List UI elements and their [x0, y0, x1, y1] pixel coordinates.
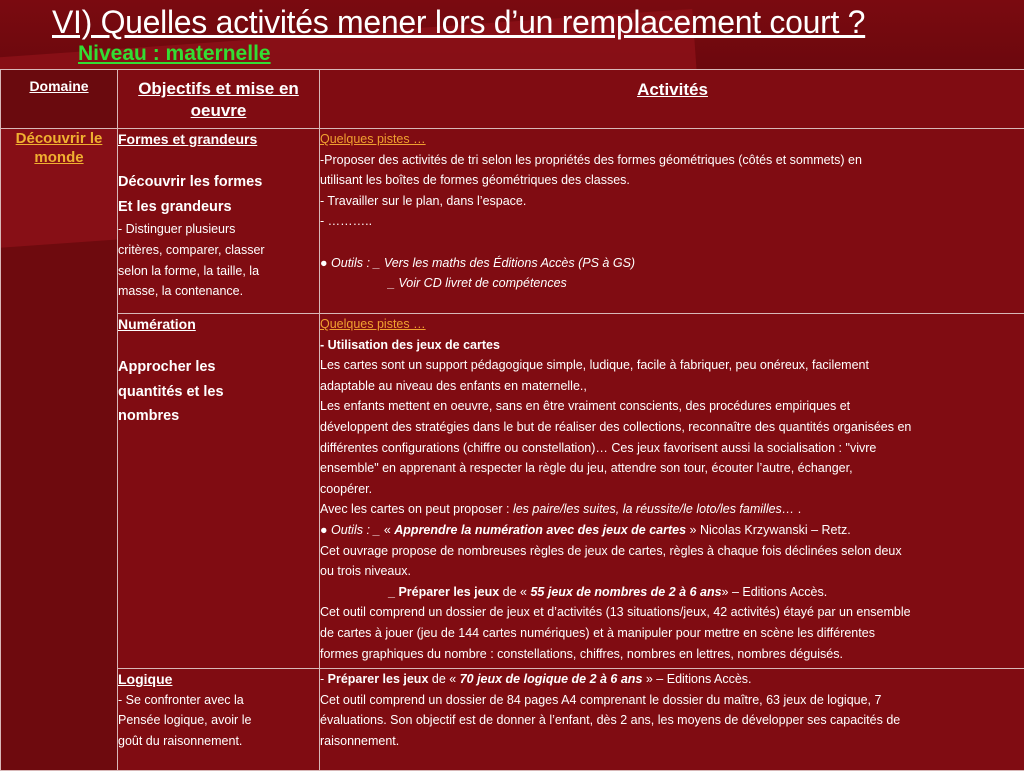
- obj-title-numeration: Numération: [118, 314, 319, 335]
- header-objectifs: [118, 70, 320, 129]
- header-activites-label: Activités: [320, 80, 1024, 100]
- act-tools-formes-1: ● Outils : _ Vers les maths des Éditions Accès (PS à GS): [320, 253, 1024, 274]
- obj-title-formes: Formes et grandeurs: [118, 129, 319, 150]
- act-tools-formes-2: _ Voir CD livret de compétences: [320, 273, 1024, 294]
- act-line: - ………..: [320, 211, 1024, 232]
- pistes-link-formes[interactable]: Quelques pistes …: [320, 129, 1024, 150]
- quote-open: «: [384, 523, 394, 537]
- act-line: adaptable au niveau des enfants en maternelle.,: [320, 376, 1024, 397]
- act-heading-numeration: - Utilisation des jeux de cartes: [320, 335, 1024, 356]
- act-line: - Travailler sur le plan, dans l’espace.: [320, 191, 1024, 212]
- act-line: différentes configurations (chiffre ou constellation)… Ces jeux favorisent aussi la socialisation : "vivre: [320, 438, 1024, 459]
- objectifs-cell-formes: [118, 129, 320, 314]
- header-activites: [320, 70, 1024, 129]
- page-title: VI) Quelles activités mener lors d’un remplacement court ?: [52, 4, 865, 41]
- act-line-propose: [320, 499, 1024, 520]
- act-prep-numeration: [320, 582, 1024, 603]
- act-line: Les cartes sont un support pédagogique simple, ludique, facile à fabriquer, peu onéreux, facilement: [320, 355, 1024, 376]
- table-row-formes: [1, 129, 1024, 314]
- act-tools-numeration: [320, 520, 1024, 541]
- prep-mid: de «: [428, 672, 459, 686]
- tools-prefix: ● Outils : _: [320, 523, 384, 537]
- act-line: ensemble" en apprenant à respecter la règle du jeu, attendre son tour, écouter l’autre, échanger,: [320, 458, 1024, 479]
- act-line: raisonnement.: [320, 731, 1024, 752]
- obj-text-formes-3: selon la forme, la taille, la: [118, 261, 319, 282]
- table-row-numeration: [1, 314, 1024, 669]
- obj-subtitle-numeration-2: quantités et les: [118, 380, 319, 405]
- obj-subtitle-formes-2: Et les grandeurs: [118, 195, 319, 220]
- obj-text-formes-4: masse, la contenance.: [118, 281, 319, 302]
- header-row: [1, 70, 1024, 129]
- act-text-ital: les paire/les suites, la réussite/le loto/les familles…: [513, 502, 794, 516]
- prep-book: 55 jeux de nombres de 2 à 6 ans: [530, 585, 721, 599]
- prep-label: Préparer les jeux: [398, 585, 499, 599]
- act-line: Cet outil comprend un dossier de jeux et d’activités (13 situations/jeux, 42 activités) étayé par un ensemble: [320, 602, 1024, 623]
- book-author: Nicolas Krzywanski – Retz.: [696, 523, 850, 537]
- prep-publisher: » – Editions Accès.: [642, 672, 751, 686]
- act-line: formes graphiques du nombre : constellations, chiffres, nombres en lettres, nombres déguisés.: [320, 644, 1024, 665]
- act-line: ou trois niveaux.: [320, 561, 1024, 582]
- obj-text-logique-3: goût du raisonnement.: [118, 731, 319, 752]
- act-line: évaluations. Son objectif est de donner à l’enfant, dès 2 ans, les moyens de développer ses capacités de: [320, 710, 1024, 731]
- activites-cell-logique: [320, 669, 1024, 771]
- header-domaine: [1, 70, 118, 129]
- prep-publisher: » – Editions Accès.: [722, 585, 828, 599]
- activites-cell-formes: [320, 129, 1024, 314]
- prep-prefix: _: [388, 585, 398, 599]
- act-prep-logique: [320, 669, 1024, 690]
- obj-text-formes-2: critères, comparer, classer: [118, 240, 319, 261]
- act-line: Les enfants mettent en oeuvre, sans en être vraiment conscients, des procédures empiriques et: [320, 396, 1024, 417]
- prep-prefix: -: [320, 672, 328, 686]
- act-line: développent des stratégies dans le but de réaliser des collections, reconnaître des quantités organisées en: [320, 417, 1024, 438]
- page-subtitle: Niveau : maternelle: [78, 42, 271, 66]
- act-line: coopérer.: [320, 479, 1024, 500]
- table-row-logique: [1, 669, 1024, 771]
- prep-mid: de «: [499, 585, 530, 599]
- objectifs-cell-numeration: [118, 314, 320, 669]
- obj-subtitle-formes-1: Découvrir les formes: [118, 170, 319, 195]
- prep-label: Préparer les jeux: [328, 672, 429, 686]
- book-title: Apprendre la numération avec des jeux de cartes: [394, 523, 686, 537]
- act-line: Cet outil comprend un dossier de 84 pages A4 comprenant le dossier du maître, 63 jeux de logique, 7: [320, 690, 1024, 711]
- header-domaine-label: Domaine: [1, 78, 117, 94]
- activities-table: [0, 69, 1024, 771]
- obj-subtitle-numeration-3: nombres: [118, 404, 319, 429]
- domaine-cell: [1, 129, 118, 771]
- obj-subtitle-numeration-1: Approcher les: [118, 355, 319, 380]
- act-line: de cartes à jouer (jeu de 144 cartes numériques) et à manipuler pour mettre en scène les différentes: [320, 623, 1024, 644]
- obj-title-logique: Logique: [118, 669, 319, 690]
- obj-text-logique-1: - Se confronter avec la: [118, 690, 319, 711]
- prep-book: 70 jeux de logique de 2 à 6 ans: [460, 672, 643, 686]
- objectifs-cell-logique: [118, 669, 320, 771]
- obj-text-formes-1: - Distinguer plusieurs: [118, 219, 319, 240]
- quote-close: »: [686, 523, 696, 537]
- act-line: Cet ouvrage propose de nombreuses règles de jeux de cartes, règles à chaque fois déclinées selon deux: [320, 541, 1024, 562]
- act-text: Avec les cartes on peut proposer :: [320, 502, 513, 516]
- obj-text-logique-2: Pensée logique, avoir le: [118, 710, 319, 731]
- act-line: -Proposer des activités de tri selon les propriétés des formes géométriques (côtés et sommets) en: [320, 150, 1024, 171]
- header-objectifs-label: Objectifs et mise en oeuvre: [118, 78, 319, 122]
- activites-cell-numeration: [320, 314, 1024, 669]
- domaine-label: Découvrir le monde: [1, 129, 117, 167]
- pistes-link-numeration[interactable]: Quelques pistes …: [320, 314, 1024, 335]
- act-text: .: [794, 502, 801, 516]
- act-line: utilisant les boîtes de formes géométriques des classes.: [320, 170, 1024, 191]
